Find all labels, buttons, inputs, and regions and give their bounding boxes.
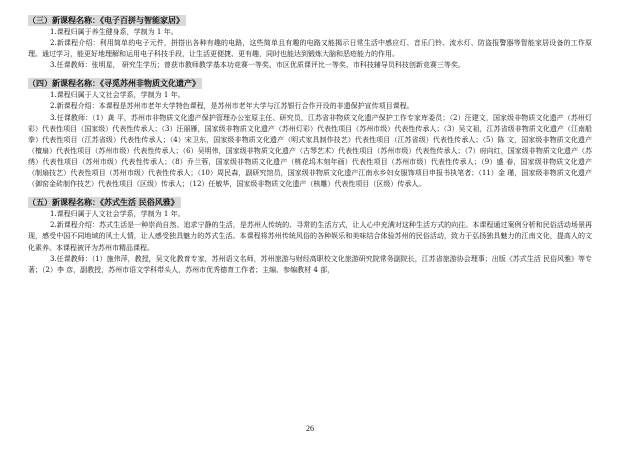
paragraph: 1.课程归属于养生健身系，学制为 1 年。 — [50, 28, 178, 36]
section-4 — [28, 71, 592, 190]
document-page — [28, 8, 592, 276]
paragraph: 3.任课教师：张明星， 研究生学历；曾获市教师教学基本功竞赛一等奖、市区优质课评比一等奖、市科技辅导员科技创新竞赛三等奖。 — [50, 61, 465, 70]
section-5 — [28, 190, 592, 276]
section-heading: （四）新课程名称：《寻觅苏州非物质文化遗产》 — [28, 79, 200, 89]
paragraph: 2.新课程介绍：本课程是苏州市老年大学特色课程，是苏州市老年大学与江苏银行合作开设的非遗保护宣传项目课程。 — [50, 102, 414, 111]
paragraph: 1.课程归属于人文社会学系，学制为 1 年。 — [50, 210, 185, 219]
paragraph: 2.新课程介绍：苏式生活是一种崇尚自然、追求宁静的生活，是苏州人传统的、寻常的生活方式，让人心中充满对这种生活方式的向往。本课程通过案例分析和民俗活动场景再现，感受中国不同地域的风土人情，让人感受独具魅力的苏式生活。本课程将苏州传统风俗的各种娱乐和美味结合体验苏州的民俗活动，致力于弘扬独具魅力的江南文化，提高人的文化素养。本课程被评为苏州市精品课程。 — [28, 221, 592, 252]
paragraph: 3.任课教师：（1）施伟萍，教授，吴文化教育专家，苏州语文名师，苏州旅游与财经高职校文化旅游研究院常务副院长，江苏省旅游协会理事；出版《苏式生活 民俗风雅》等专著；（2）李 彦，副教授，苏州市语文学科带头人，苏州市优秀德育工作者；主编、参编教材 4 部， — [28, 254, 592, 274]
paragraph: 2.新课程介绍：利用简单的电子元件，拼搭出各种有趣的电路，这些简单且有趣的电路又能揭示日常生活中感应灯、音乐门铃、流水灯、防盗报警器等智能家居设备的工作原理。通过学习，能更好地理解和运用电子科技手段，让生活更便捷、更有趣，同时也能达到锻炼大脑和恶疮能力的作用。 — [28, 39, 592, 59]
section-3 — [28, 8, 592, 71]
section-heading: （三）新课程名称：《电子百拼与智能家居》 — [28, 16, 184, 25]
paragraph: 3.任课教师：（1）龚 平，苏州市非物质文化遗产保护管理办公室原主任、研究员，江苏省非物质文化遗产保护工作专家库委员；（2）汪建文，国家级非物质文化遗产（苏州灯彩）代表性项目（国家级）代表性传承人；（3）汪丽雁，国家级非物质文化遗产（苏州灯彩）代表性项目（苏州市级）代表性传承人；（3）吴文祖，江苏省级非物质文化遗产（江南船拳）代表性项目（江苏省级）代表性传承人；（4）宋卫东，国家级非物质文化遗产（明式家具制作技艺）代表性项目（江苏省级）代表性传承人；（5）陈 文，国家级非物质文化遗产（檀扇）代表性项目（苏州市级）代表性传承人；（6）吴明伟，国家级非物质文化遗产（古琴艺术）代表性项目（苏州市级）代表性传承人；（7）府向红，国家级非物质文化遗产（苏绣）代表性项目（苏州市级）代表性传承人；（8）乔兰蓉，国家级非物质文化遗产（桃花坞木刻年画）代表性项目（苏州市级）代表性传承人；（9）盛 春，国家级非物质文化遗产（制扇技艺）代表性项目（苏州市级）代表性传承人；（10）周民森，副研究馆员，国家级非物质文化遗产江南水乡妇女服饰项目申报书执笔者；（11）金 瑾，国家级非物质文化遗产（御窑金砖制作技艺）代表性项目（区级）传承人；（12）任敏华，国家级非物质文化遗产（核雕）代表性项目（区级）传承人。 — [28, 113, 592, 189]
section-heading: （五）新课程名称：《苏式生活 民俗风雅》 — [28, 198, 179, 208]
paragraph: 1.课程归属于人文社会学系，学制为 1 年。 — [50, 91, 185, 100]
page-number: 26 — [306, 424, 314, 433]
